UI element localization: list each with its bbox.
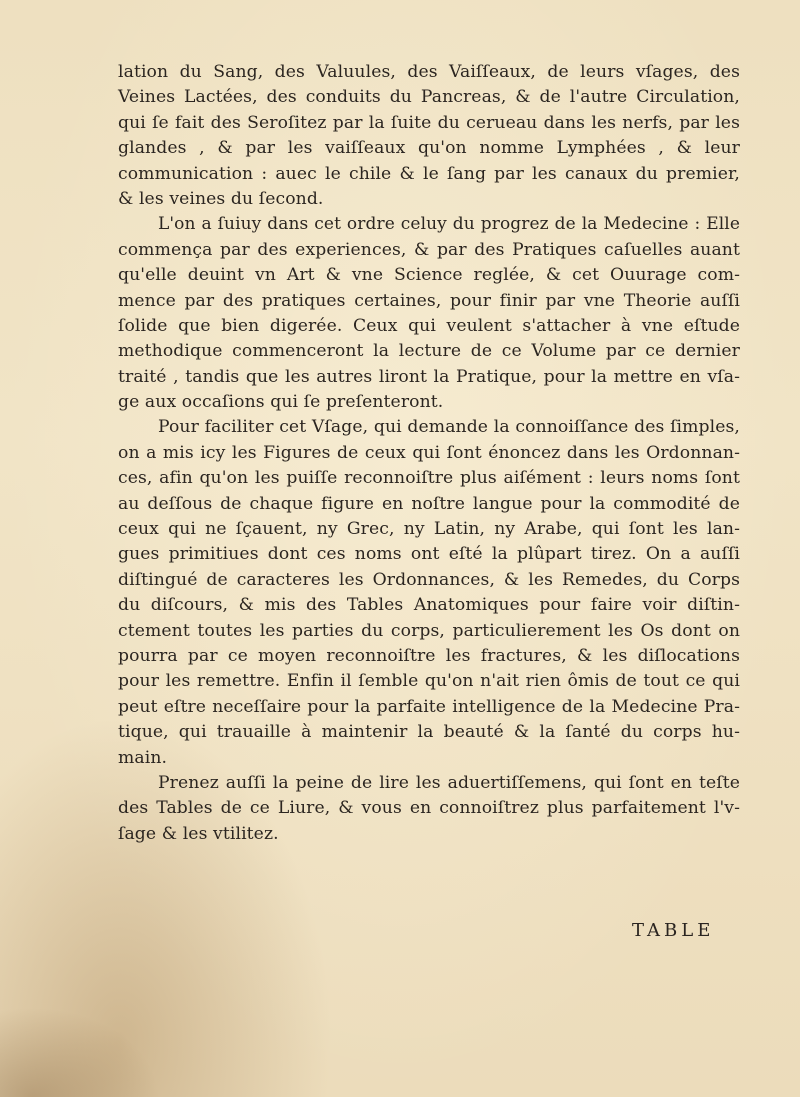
paragraph-1 — [118, 60, 740, 212]
text-line: Prenez auſſi la peine de lire les aduertiſſemens, qui ſont en teſte — [158, 772, 740, 793]
text-line: ſage & les vtilitez. — [118, 823, 279, 844]
text-line: mence par des pratiques certaines, pour finir par vne Theorie auſſi — [118, 290, 740, 311]
text-line: ſolide que bien digerée. Ceux qui veulent s'attacher à vne eſtude — [118, 315, 740, 336]
text-line: lation du Sang, des Valuules, des Vaiſſeaux, de leurs vſages, des — [118, 62, 740, 82]
text-line: diſtingué de caracteres les Ordonnances, & les Remedes, du Corps — [118, 569, 740, 590]
text-line: communication : auec le chile & le ſang par les canaux du premier, — [118, 163, 740, 184]
text-line: peut eſtre neceſſaire pour la parfaite intelligence de la Medecine Pra- — [118, 696, 740, 717]
page-text — [118, 60, 740, 847]
text-line: ces, afin qu'on les puiſſe reconnoiſtre plus aiſément : leurs noms ſont — [118, 468, 740, 489]
text-line: des Tables de ce Liure, & vous en connoiſtrez plus parfaitement l'v- — [118, 798, 740, 819]
text-line: ge aux occaſions qui ſe preſenteront. — [118, 392, 444, 413]
text-line: Veines Lactées, des conduits du Pancreas, & de l'autre Circulation, — [118, 87, 740, 108]
text-line: ctement toutes les parties du corps, particulierement les Os dont on — [118, 620, 740, 641]
paragraph-4 — [118, 771, 740, 847]
text-line: glandes , & par les vaiſſeaux qu'on nomme Lymphées , & leur — [118, 138, 740, 159]
text-line: tique, qui trauaille à maintenir la beauté & la ſanté du corps hu- — [118, 722, 740, 743]
text-line: traité , tandis que les autres liront la Pratique, pour la mettre en vſa- — [118, 366, 740, 387]
text-line: main. — [118, 747, 168, 768]
text-line: qui ſe fait des Seroſitez par la ſuite du cerueau dans les nerfs, par les — [118, 112, 740, 133]
text-line: pourra par ce moyen reconnoiſtre les fractures, & les diſlocations — [118, 645, 740, 666]
text-line: Pour faciliter cet Vſage, qui demande la connoiſſance des ſimples, — [158, 417, 740, 438]
text-line: au deſſous de chaque figure en noſtre langue pour la commodité de — [118, 493, 740, 514]
paragraph-3 — [118, 415, 740, 770]
paper-stain — [0, 1007, 160, 1097]
text-line: gues primitiues dont ces noms ont eſté la plûpart tirez. On a auſſi — [118, 544, 740, 565]
text-line: pour les remettre. Enfin il ſemble qu'on n'ait rien ômis de tout ce qui — [118, 671, 740, 692]
text-line: L'on a ſuiuy dans cet ordre celuy du progrez de la Medecine : Elle — [158, 214, 740, 235]
catchword: TABLE — [632, 920, 715, 941]
text-line: methodique commenceront la lecture de ce Volume par ce dernier — [118, 341, 740, 362]
text-line: du diſcours, & mis des Tables Anatomiques pour faire voir diſtin- — [118, 595, 740, 616]
text-line: ceux qui ne ſçauent, ny Grec, ny Latin, ny Arabe, qui ſont les lan- — [118, 519, 740, 540]
text-line: qu'elle deuint vn Art & vne Science reglée, & cet Ouurage com- — [118, 265, 740, 286]
text-line: on a mis icy les Figures de ceux qui ſont énoncez dans les Ordonnan- — [118, 442, 740, 463]
text-line: & les veines du ſecond. — [118, 188, 324, 209]
paragraph-2 — [118, 212, 740, 415]
text-line: commença par des experiences, & par des Pratiques caſuelles auant — [118, 239, 740, 260]
